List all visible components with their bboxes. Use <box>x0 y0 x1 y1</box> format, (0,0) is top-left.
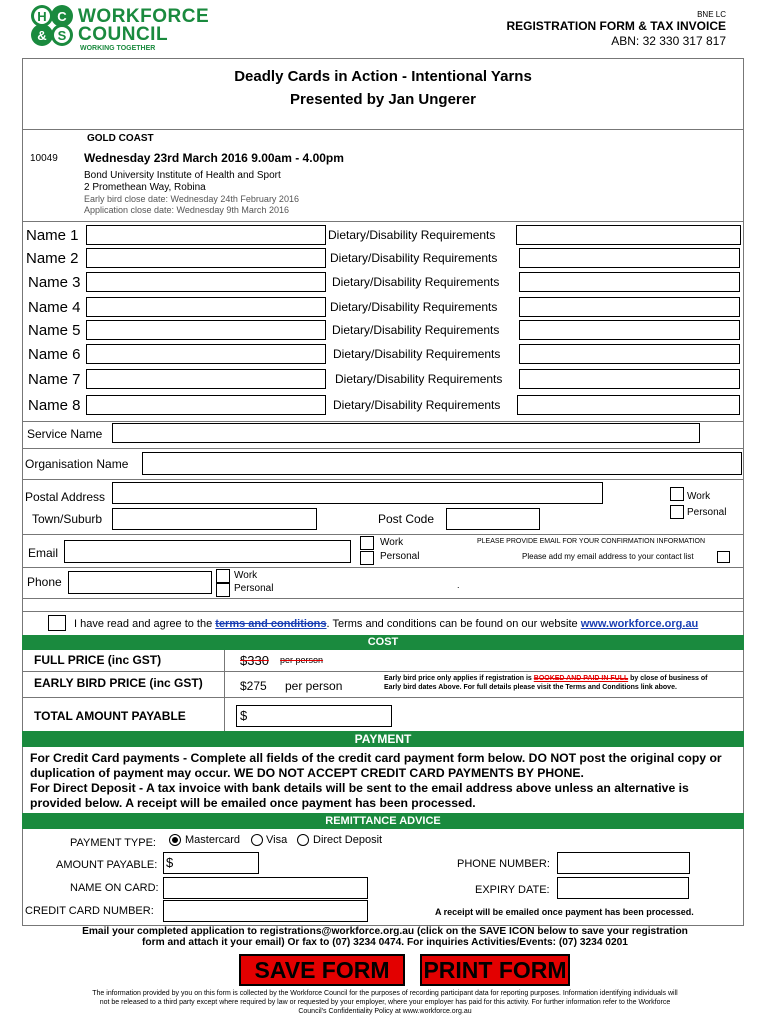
phone-number-input[interactable] <box>557 852 690 874</box>
terms-prefix: I have read and agree to the <box>74 618 216 630</box>
name-5-input[interactable] <box>86 320 326 340</box>
terms-link[interactable]: terms and conditions <box>215 618 327 630</box>
logo-tagline: WORKING TOGETHER <box>80 45 156 52</box>
name-8-input[interactable] <box>86 395 326 415</box>
name-2-label: Name 2 <box>26 250 79 267</box>
phone-work-checkbox[interactable] <box>216 569 230 583</box>
divider <box>22 611 744 612</box>
logo-line1: WORKFORCE <box>78 6 210 27</box>
dietary-6-label: Dietary/Disability Requirements <box>333 347 501 361</box>
expiry-date-input[interactable] <box>557 877 689 899</box>
contact-list-checkbox[interactable] <box>717 551 730 563</box>
payment-para2: For Direct Deposit - A tax invoice with bank details will be sent to the email address above unless an alternative is provided below. A receipt will be emailed once payment has been processed. <box>30 781 689 810</box>
phone-input[interactable] <box>68 571 212 594</box>
email-label: Email <box>28 546 59 560</box>
divider <box>22 448 744 449</box>
event-address: 2 Promethean Way, Robina <box>84 182 206 193</box>
name-6-label: Name 6 <box>28 346 81 363</box>
payment-para1: For Credit Card payments - Complete all fields of the credit card payment form below. DO NOT post the original copy or duplication of payment may occur. WE DO NOT ACCEPT CREDIT CARD PAYMENTS BY PHONE. <box>30 751 722 780</box>
visa-label: Visa <box>266 834 288 846</box>
dietary-4-input[interactable] <box>519 297 740 317</box>
total-amount-input[interactable] <box>236 705 392 727</box>
privacy-line-2: not be released to a third party except where required by law or requested by your employer, where your employer has paid for this activity. For further information refer to the Workforce <box>99 999 671 1006</box>
direct-deposit-label: Direct Deposit <box>313 834 383 846</box>
dietary-3-input[interactable] <box>519 272 740 292</box>
early-bird-close: Early bird close date: Wednesday 24th February 2016 <box>84 194 299 204</box>
radio-dot <box>172 837 178 843</box>
address-work-checkbox[interactable] <box>670 487 684 501</box>
event-datetime: Wednesday 23rd March 2016 9.00am - 4.00pm <box>84 151 344 165</box>
divider <box>22 129 744 130</box>
postal-address-input[interactable] <box>112 482 603 504</box>
divider <box>22 598 744 599</box>
full-price-value: $330 <box>240 653 269 668</box>
full-price-per: per person <box>280 655 324 665</box>
terms-checkbox[interactable] <box>48 615 66 631</box>
visa-radio[interactable] <box>251 834 263 846</box>
email-note: PLEASE PROVIDE EMAIL FOR YOUR CONFIRMATION INFORMATION <box>477 538 706 545</box>
logo-letter: C <box>57 9 67 24</box>
dietary-2-label: Dietary/Disability Requirements <box>330 251 498 265</box>
divider <box>22 534 744 535</box>
early-bird-note-c: by close of business of <box>628 675 708 682</box>
amount-payable-label: AMOUNT PAYABLE: <box>56 859 158 871</box>
post-code-input[interactable] <box>446 508 540 530</box>
logo-letter: S <box>57 28 67 43</box>
dietary-3-label: Dietary/Disability Requirements <box>332 275 500 289</box>
receipt-note: A receipt will be emailed once payment has been processed. <box>435 907 694 917</box>
form-title: REGISTRATION FORM & TAX INVOICE <box>506 19 726 33</box>
website-link[interactable]: www.workforce.org.au <box>580 618 699 630</box>
dietary-7-input[interactable] <box>519 369 740 389</box>
dietary-1-label: Dietary/Disability Requirements <box>328 228 496 242</box>
name-3-label: Name 3 <box>28 274 81 291</box>
name-2-input[interactable] <box>86 248 326 268</box>
dietary-4-label: Dietary/Disability Requirements <box>330 300 498 314</box>
town-suburb-label: Town/Suburb <box>32 512 103 526</box>
early-bird-note-2: Early bird dates Above. For full details please visit the Terms and Conditions link above. <box>384 684 677 691</box>
divider <box>22 671 744 672</box>
town-suburb-input[interactable] <box>112 508 317 530</box>
early-bird-note-a: Early bird price only applies if registration is <box>384 675 534 682</box>
early-bird-value: $275 <box>240 679 267 693</box>
email-work-label: Work <box>380 537 404 548</box>
name-5-label: Name 5 <box>28 322 81 339</box>
amount-payable-input[interactable] <box>163 852 259 874</box>
privacy-line-3: Council's Confidentiality Policy at www.workforce.org.au <box>298 1008 472 1015</box>
divider <box>22 221 744 222</box>
card-number-input[interactable] <box>163 900 368 922</box>
privacy-line-1: The information provided by you on this form is collected by the Workforce Council for the purposes of recording participant data for reporting purposes. Information identifying individuals will <box>92 990 678 997</box>
payment-header: PAYMENT <box>22 731 744 747</box>
email-instructions-1: Email your completed application to registrations@workforce.org.au (click on the SAVE ICON below to save your registration <box>82 926 688 937</box>
email-personal-label: Personal <box>380 551 420 562</box>
dietary-7-label: Dietary/Disability Requirements <box>335 372 503 386</box>
direct-deposit-radio[interactable] <box>297 834 309 846</box>
name-1-label: Name 1 <box>26 227 79 244</box>
email-input[interactable] <box>64 540 351 563</box>
name-4-input[interactable] <box>86 297 326 317</box>
phone-dot: . <box>457 580 460 590</box>
logo-line2: COUNCIL <box>78 24 169 45</box>
name-7-input[interactable] <box>86 369 326 389</box>
name-on-card-input[interactable] <box>163 877 368 899</box>
cost-header: COST <box>22 635 744 650</box>
event-region: GOLD COAST <box>87 133 154 144</box>
email-instructions-2: form and attach it your email) Or fax to (07) 3234 0474. For inquiries Activities/Events: (07) 3234 0201 <box>142 937 628 948</box>
logo <box>28 4 210 54</box>
organisation-name-label: Organisation Name <box>25 457 129 471</box>
address-work-label: Work <box>687 491 711 502</box>
terms-middle: . Terms and conditions can be found on our website <box>326 618 581 630</box>
name-on-card-label: NAME ON CARD: <box>70 882 159 894</box>
card-number-label: CREDIT CARD NUMBER: <box>25 905 154 917</box>
dietary-8-label: Dietary/Disability Requirements <box>333 398 501 412</box>
name-6-input[interactable] <box>86 344 326 364</box>
phone-personal-checkbox[interactable] <box>216 583 230 597</box>
service-name-input[interactable] <box>112 423 700 443</box>
dietary-6-input[interactable] <box>519 344 740 364</box>
logo-badge-icon <box>28 4 78 48</box>
dietary-2-input[interactable] <box>519 248 740 268</box>
phone-number-label: PHONE NUMBER: <box>457 858 550 870</box>
phone-work-label: Work <box>234 570 258 581</box>
divider <box>22 567 744 568</box>
abn: ABN: 32 330 317 817 <box>611 34 726 48</box>
name-4-label: Name 4 <box>28 299 81 316</box>
form-code: BNE LC <box>697 10 726 19</box>
total-prefix: $ <box>240 708 248 723</box>
mastercard-label: Mastercard <box>185 834 241 846</box>
address-personal-label: Personal <box>687 507 727 518</box>
mastercard-radio[interactable] <box>169 834 181 846</box>
total-label: TOTAL AMOUNT PAYABLE <box>34 709 186 723</box>
organisation-name-input[interactable] <box>142 452 742 475</box>
early-bird-label: EARLY BIRD PRICE (inc GST) <box>34 676 203 690</box>
dietary-5-input[interactable] <box>519 320 740 340</box>
dietary-1-input[interactable] <box>516 225 741 245</box>
divider <box>22 697 744 698</box>
event-venue: Bond University Institute of Health and Sport <box>84 170 281 181</box>
full-price-label: FULL PRICE (inc GST) <box>34 653 162 667</box>
early-bird-note-b: BOOKED AND PAID IN FULL <box>533 675 629 682</box>
name-1-input[interactable] <box>86 225 326 245</box>
divider <box>22 421 744 422</box>
early-bird-per: per person <box>285 679 343 693</box>
dietary-8-input[interactable] <box>517 395 740 415</box>
email-personal-checkbox[interactable] <box>360 551 374 565</box>
early-bird-note <box>384 675 708 682</box>
name-3-input[interactable] <box>86 272 326 292</box>
payment-type-label: PAYMENT TYPE: <box>70 837 156 849</box>
divider <box>22 479 744 480</box>
email-work-checkbox[interactable] <box>360 536 374 550</box>
name-8-label: Name 8 <box>28 397 81 414</box>
phone-label: Phone <box>27 575 62 589</box>
save-form-button[interactable]: SAVE FORM <box>239 954 405 986</box>
cost-divider <box>224 650 225 731</box>
service-name-label: Service Name <box>27 427 103 441</box>
print-form-button[interactable]: PRINT FORM <box>420 954 570 986</box>
logo-letter: H <box>37 9 47 24</box>
post-code-label: Post Code <box>378 512 435 526</box>
amount-prefix: $ <box>166 855 174 870</box>
dietary-5-label: Dietary/Disability Requirements <box>332 323 500 337</box>
name-7-label: Name 7 <box>28 371 81 388</box>
event-title: Deadly Cards in Action - Intentional Yarns <box>234 68 532 85</box>
postal-address-label: Postal Address <box>25 490 106 504</box>
event-id: 10049 <box>30 153 58 164</box>
event-presenter: Presented by Jan Ungerer <box>290 91 476 108</box>
phone-personal-label: Personal <box>234 583 274 594</box>
address-personal-checkbox[interactable] <box>670 505 684 519</box>
logo-letter: & <box>37 28 47 43</box>
terms-text <box>74 618 698 630</box>
contact-list-label: Please add my email address to your contact list <box>522 552 694 561</box>
expiry-date-label: EXPIRY DATE: <box>475 884 550 896</box>
remittance-header: REMITTANCE ADVICE <box>22 813 744 829</box>
application-close: Application close date: Wednesday 9th March 2016 <box>84 205 289 215</box>
